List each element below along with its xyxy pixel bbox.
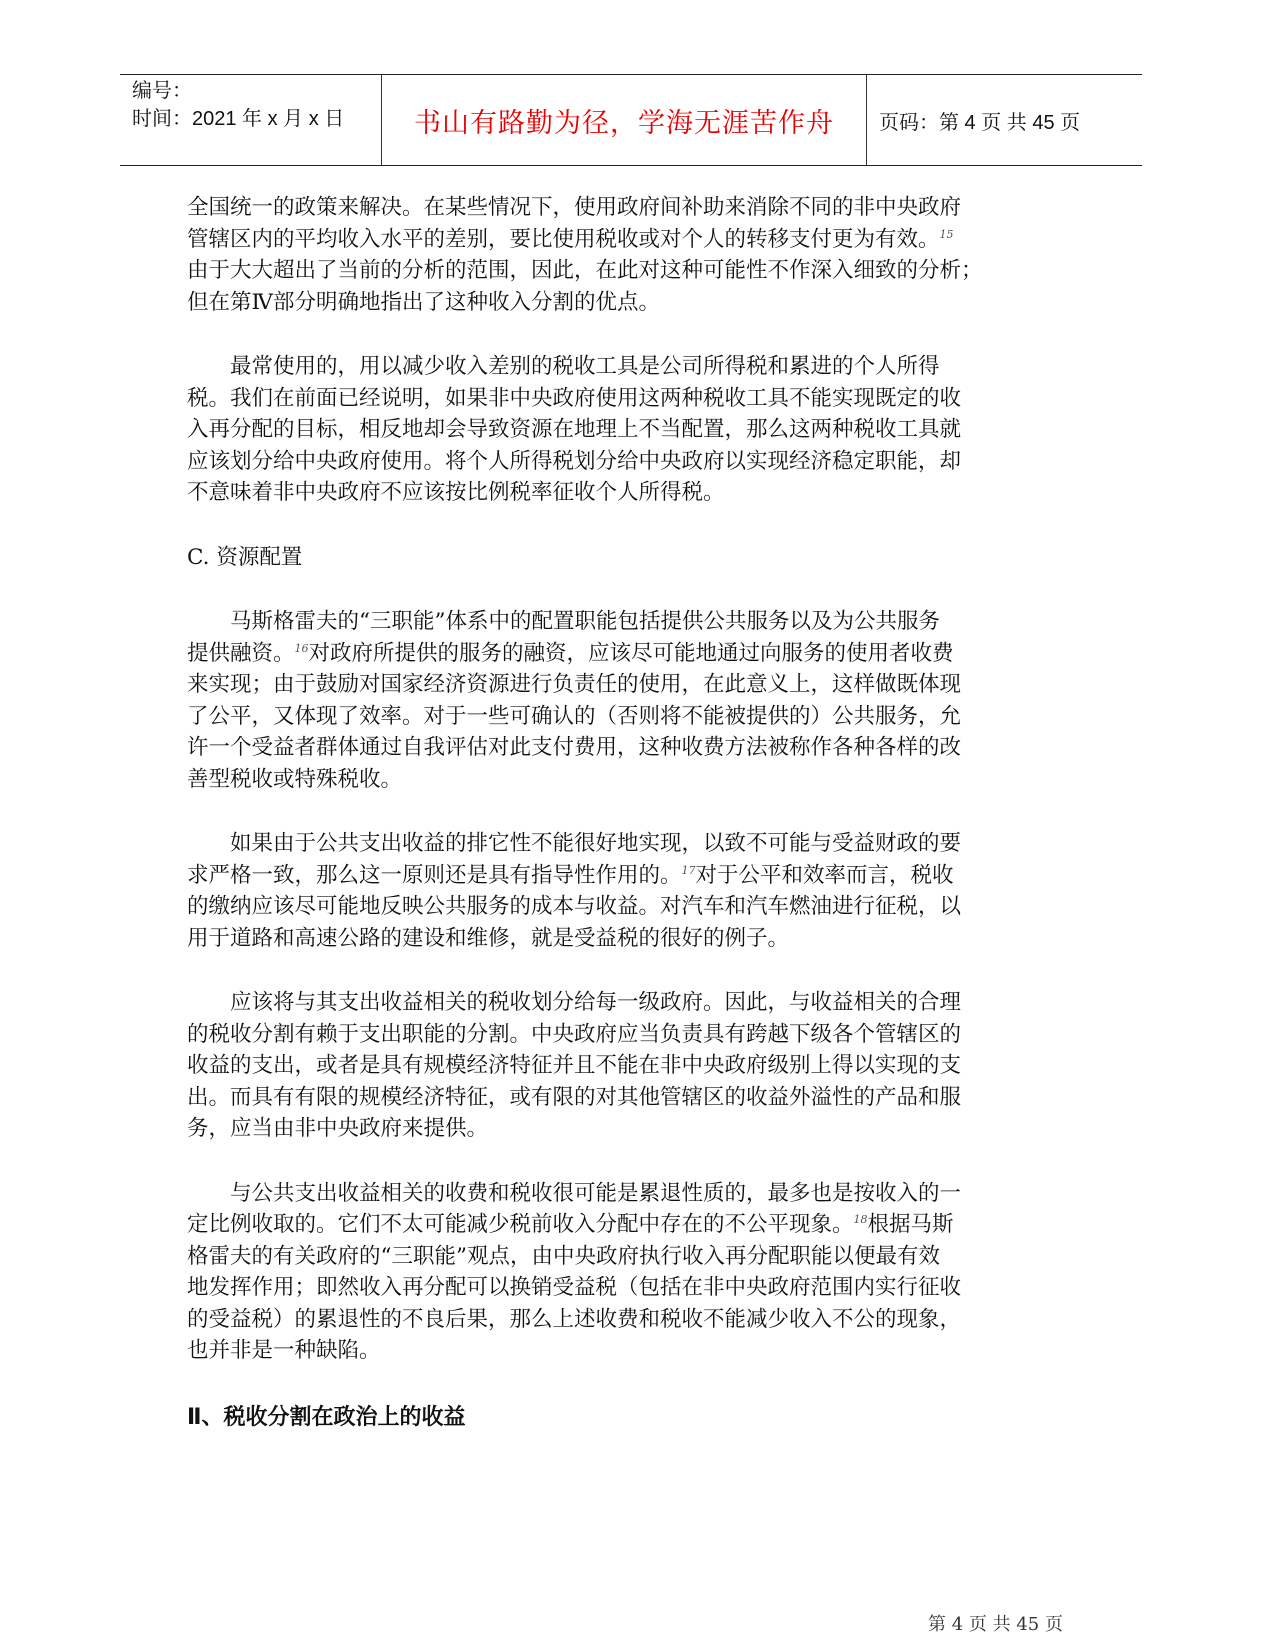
paragraph-3	[187, 606, 1084, 795]
text-line: 也并非是一种缺陷。	[187, 1338, 381, 1363]
header-number-label: 编号：	[132, 80, 192, 102]
text-line: 应该将与其支出收益相关的税收划分给每一级政府。因此，与收益相关的合理	[230, 990, 962, 1015]
header-date-label: 时间：2021 年 x 月 x 日	[132, 108, 345, 130]
text-line-part: 求严格一致，那么这一原则还是具有指导性作用的。	[187, 862, 682, 888]
text-line: 了公平，又体现了效率。对于一些可确认的（否则将不能被提供的）公共服务，允	[187, 703, 962, 729]
text-line	[187, 224, 1084, 256]
header-page-code: 页码：第 4 页 共 45 页	[879, 111, 1081, 134]
text-line: 的受益税）的累退性的不良后果，那么上述收费和税收不能减少收入不公的现象，	[187, 1306, 962, 1332]
text-line: 税。我们在前面已经说明，如果非中央政府使用这两种税收工具不能实现既定的收	[187, 385, 962, 411]
text-line-part: 定比例收取的。它们不太可能减少税前收入分配中存在的不公平现象。	[187, 1212, 854, 1237]
text-line: 与公共支出收益相关的收费和税收很可能是累退性质的，最多也是按收入的一	[230, 1180, 962, 1206]
text-line: 全国统一的政策来解决。在某些情况下，使用政府间补助来消除不同的非中央政府	[187, 195, 962, 220]
text-line: 收益的支出，或者是具有规模经济特征并且不能在非中央政府级别上得以实现的支	[187, 1053, 962, 1078]
text-line: 不意味着非中央政府不应该按比例税率征收个人所得税。	[187, 480, 725, 505]
text-line-part: 提供融资。	[187, 640, 295, 666]
text-line: 许一个受益者群体通过自我评估对此支付费用，这种收费方法被称作各种各样的改	[187, 735, 962, 760]
text-line	[187, 860, 1084, 892]
text-line: 的税收分割有赖于支出职能的分割。中央政府应当负责具有跨越下级各个管辖区的	[187, 1021, 962, 1047]
footnote-marker: 16	[294, 641, 309, 655]
text-line: 但在第Ⅳ部分明确地指出了这种收入分割的优点。	[187, 289, 660, 315]
section-heading-c: C. 资源配置	[187, 544, 303, 570]
footnote-marker: 15	[939, 227, 954, 241]
text-line: 来实现；由于鼓励对国家经济资源进行负责任的使用，在此意义上，这样做既体现	[187, 672, 962, 697]
paragraph-4	[187, 828, 1084, 954]
text-line: 用于道路和高速公路的建设和维修，就是受益税的很好的例子。	[187, 925, 790, 951]
text-line: 的缴纳应该尽可能地反映公共服务的成本与收益。对汽车和汽车燃油进行征税，以	[187, 894, 962, 919]
document-body	[187, 192, 1084, 1431]
paragraph-6	[187, 1178, 1084, 1367]
text-line: 地发挥作用；即然收入再分配可以换销受益税（包括在非中央政府范围内实行征收	[187, 1275, 962, 1300]
page-header	[120, 74, 1142, 166]
text-line: 如果由于公共支出收益的排它性不能很好地实现，以致不可能与受益财政的要	[230, 831, 962, 856]
text-line-part: 管辖区内的平均收入水平的差别，要比使用税收或对个人的转移支付更为有效。	[187, 226, 940, 252]
text-line: 出。而具有有限的规模经济特征，或有限的对其他管辖区的收益外溢性的产品和服	[187, 1084, 962, 1110]
text-line: 最常使用的，用以减少收入差别的税收工具是公司所得税和累进的个人所得	[230, 354, 940, 379]
text-line: 应该划分给中央政府使用。将个人所得税划分给中央政府以实现经济稳定职能，却	[187, 448, 962, 474]
text-line-part: 对于公平和效率而言，税收	[695, 862, 954, 888]
text-line-part: 根据马斯	[867, 1212, 954, 1237]
footnote-marker: 17	[681, 863, 696, 877]
text-line: 格雷夫的有关政府的“三职能”观点，由中央政府执行收入再分配职能以便最有效	[187, 1243, 940, 1269]
section-heading-2: Ⅱ、税收分割在政治上的收益	[187, 1404, 466, 1430]
paragraph-1	[187, 192, 1084, 318]
text-line	[187, 1209, 1084, 1241]
paragraph-5	[187, 987, 1084, 1145]
text-line: 务，应当由非中央政府来提供。	[187, 1116, 489, 1141]
header-meta	[120, 75, 382, 165]
paragraph-2	[187, 351, 1084, 509]
footnote-marker: 18	[853, 1213, 868, 1226]
text-line: 善型税收或特殊税收。	[187, 766, 403, 792]
page-footer: 第 4 页 共 45 页	[928, 1614, 1063, 1635]
text-line	[187, 638, 1084, 670]
text-line: 由于大大超出了当前的分析的范围，因此，在此对这种可能性不作深入细致的分析；	[187, 258, 983, 283]
text-line: 入再分配的目标，相反地却会导致资源在地理上不当配置，那么这两种税收工具就	[187, 417, 962, 442]
text-line-part: 对政府所提供的服务的融资，应该尽可能地通过向服务的使用者收费	[308, 640, 954, 666]
text-line: 马斯格雷夫的“三职能”体系中的配置职能包括提供公共服务以及为公共服务	[230, 609, 940, 634]
header-motto: 书山有路勤为径，学海无涯苦作舟	[382, 75, 867, 165]
